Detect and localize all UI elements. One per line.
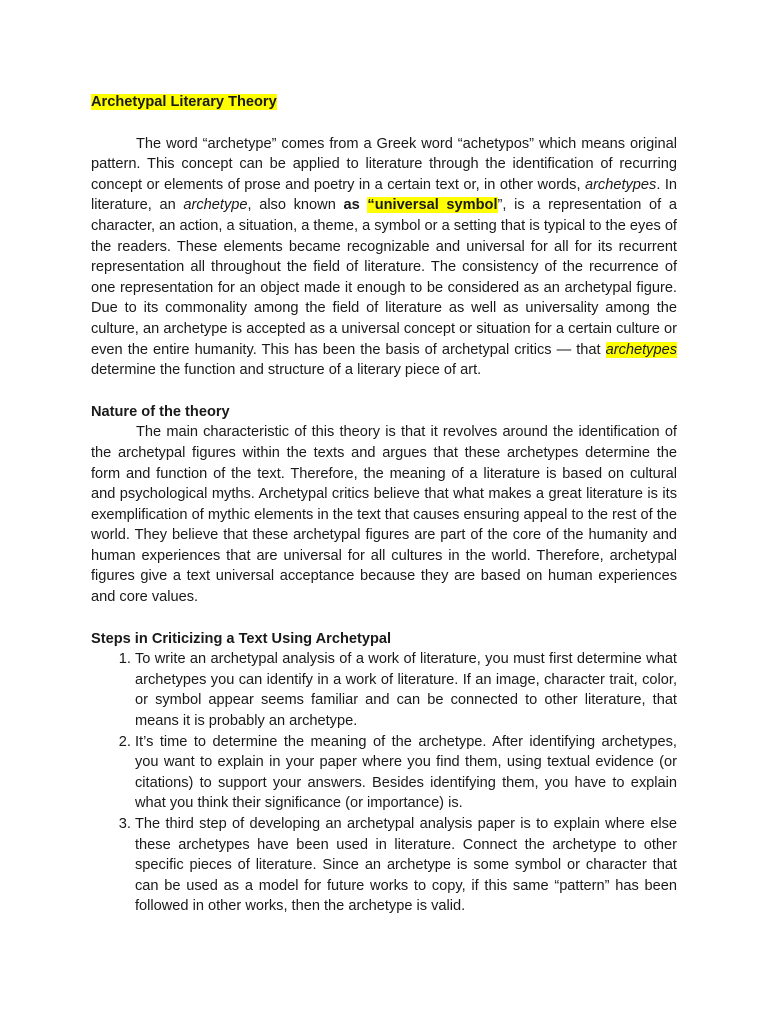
archetypes-highlight: archetypes	[605, 341, 677, 358]
intro-text-2: . In literature, an	[91, 176, 677, 214]
intro-text-5: determine the function and structure of a literary piece of art.	[91, 362, 482, 379]
intro-text-4: ”, is a representation of a character, an action, a situation, a theme, a symbol or a setting that is typical to the eyes of the readers. These elements became recognizable and universal for all for its recurrent representation all throughout the field of literature. The consistency of the recurrence of one representation for an object made it enough to be considered as an archetypal figure. Due to its commonality among the field of literature as well as universality among the culture, an archetype is accepted as a universal concept or situation for a certain culture or even the entire humanity. This has been the basis of archetypal critics — that	[91, 197, 677, 358]
title-highlight: Archetypal Literary Theory	[91, 94, 277, 110]
intro-text-3: , also known	[247, 197, 344, 214]
document-title	[91, 92, 677, 113]
document-body	[91, 92, 677, 917]
nature-paragraph: The main characteristic of this theory is that it revolves around the identification of the archetypal figures within the texts and argues that these archetypes determine the form and function of the text. Therefore, the meaning of a literature is based on cultural and psychological myths. Archetypal critics believe that what makes a great literature is its exemplification of mythic elements in the text that causes ensuring appeal to the rest of the world. They believe that these archetypal figures are part of the core of the humanity and human experiences that are universal for all cultures in the world. Therefore, archetypal figures give a text universal acceptance because they are based on human experiences and core values.	[91, 424, 677, 606]
intro-bold-as: as	[343, 197, 368, 214]
intro-emphasis-archetypes: archetypes	[584, 176, 657, 193]
steps-heading: Steps in Criticizing a Text Using Archetypal	[91, 630, 392, 647]
universal-symbol-highlight: “universal symbol	[367, 197, 498, 214]
nature-heading: Nature of the theory	[91, 403, 230, 420]
spacer	[91, 608, 677, 629]
spacer	[91, 113, 677, 134]
intro-paragraph	[91, 134, 677, 381]
intro-text-1: The word “archetype” comes from a Greek word “achetypos” which means original pattern. This concept can be applied to literature through the identification of recurring concept or elements of prose and poetry in a certain text or, in other words,	[91, 135, 677, 193]
list-item: 1. To write an archetypal analysis of a work of literature, you must first determine what archetypes you can identify in a work of literature. If an image, character trait, color, or symbol appear seems familiar and can be connected to other literature, that means it is probably an archetype.	[135, 649, 677, 731]
spacer	[91, 381, 677, 402]
intro-emphasis-archetype: archetype	[183, 197, 248, 214]
list-item: 3. The third step of developing an archetypal analysis paper is to explain where else these archetypes have been used in literature. Connect the archetype to other specific pieces of literature. Since an archetype is some symbol or character that can be used as a model for future works to copy, if this same “pattern” has been followed in other works, then the archetype is valid.	[135, 814, 677, 917]
list-item: 2. It’s time to determine the meaning of the archetype. After identifying archetypes, you want to explain in your paper where you find them, using textual evidence (or citations) to support your answers. Besides identifying them, you have to explain what you think their significance (or importance) is.	[135, 732, 677, 814]
steps-list	[91, 649, 677, 917]
